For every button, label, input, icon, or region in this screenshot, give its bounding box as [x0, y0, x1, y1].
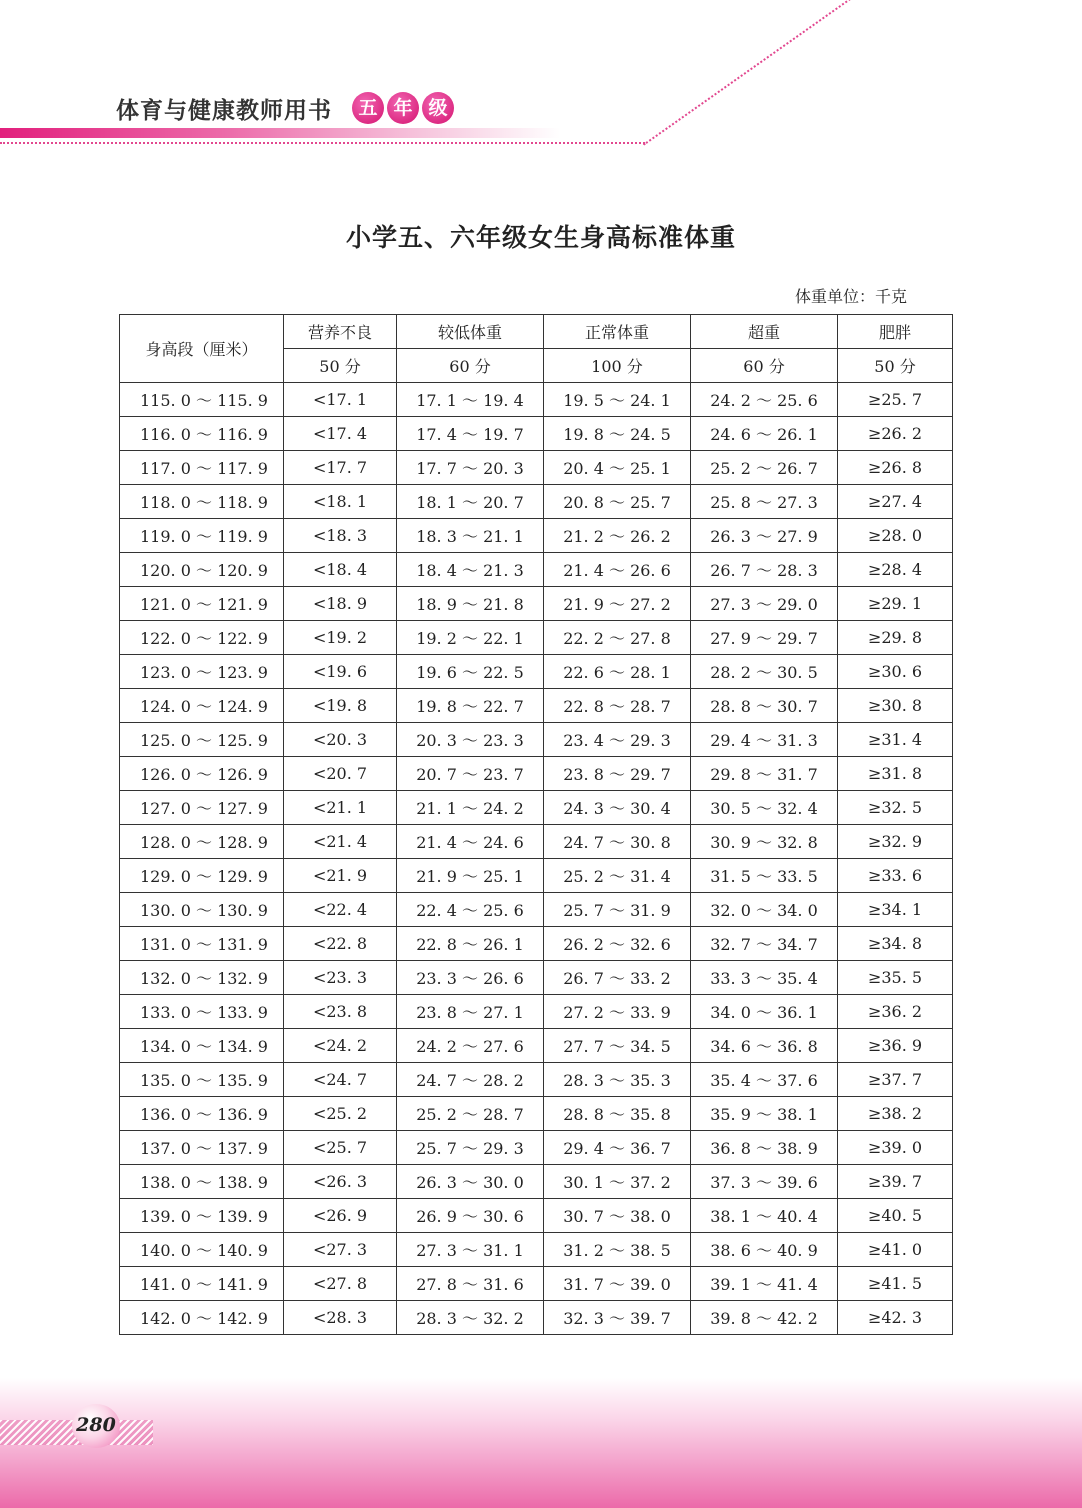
weight-cell: 23. 8 ～ 29. 7: [544, 757, 691, 791]
page-title: 小学五、六年级女生身高标准体重: [345, 223, 736, 252]
height-range-cell: 120. 0 ～ 120. 9: [120, 553, 284, 587]
weight-cell: 24. 3 ～ 30. 4: [544, 791, 691, 825]
weight-cell: ≥35. 5: [838, 961, 953, 995]
height-range-cell: 126. 0 ～ 126. 9: [120, 757, 284, 791]
weight-cell: 21. 9 ～ 25. 1: [397, 859, 544, 893]
weight-cell: 22. 6 ～ 28. 1: [544, 655, 691, 689]
weight-cell: 24. 2 ～ 25. 6: [691, 383, 838, 417]
weight-cell: ≥39. 0: [838, 1131, 953, 1165]
weight-cell: <22. 8: [284, 927, 397, 961]
weight-cell: <18. 3: [284, 519, 397, 553]
column-header-malnutrition: 营养不良: [284, 315, 397, 349]
weight-cell: 20. 4 ～ 25. 1: [544, 451, 691, 485]
header-dotted-line: [0, 142, 645, 144]
height-range-cell: 138. 0 ～ 138. 9: [120, 1165, 284, 1199]
height-range-cell: 121. 0 ～ 121. 9: [120, 587, 284, 621]
weight-cell: <26. 3: [284, 1165, 397, 1199]
weight-cell: 25. 2 ～ 26. 7: [691, 451, 838, 485]
weight-cell: 27. 3 ～ 31. 1: [397, 1233, 544, 1267]
table-row: [120, 995, 953, 1029]
weight-cell: ≥38. 2: [838, 1097, 953, 1131]
weight-cell: ≥40. 5: [838, 1199, 953, 1233]
weight-cell: 17. 7 ～ 20. 3: [397, 451, 544, 485]
weight-cell: ≥41. 0: [838, 1233, 953, 1267]
weight-cell: 19. 2 ～ 22. 1: [397, 621, 544, 655]
height-range-cell: 117. 0 ～ 117. 9: [120, 451, 284, 485]
weight-cell: ≥32. 9: [838, 825, 953, 859]
table-row: [120, 859, 953, 893]
weight-cell: <22. 4: [284, 893, 397, 927]
weight-cell: ≥26. 8: [838, 451, 953, 485]
weight-cell: 27. 3 ～ 29. 0: [691, 587, 838, 621]
weight-cell: 38. 1 ～ 40. 4: [691, 1199, 838, 1233]
weight-cell: 25. 8 ～ 27. 3: [691, 485, 838, 519]
score-malnutrition: 50 分: [284, 349, 397, 383]
weight-cell: 17. 4 ～ 19. 7: [397, 417, 544, 451]
table-row: [120, 519, 953, 553]
weight-cell: 30. 5 ～ 32. 4: [691, 791, 838, 825]
weight-cell: 29. 8 ～ 31. 7: [691, 757, 838, 791]
weight-cell: 22. 8 ～ 26. 1: [397, 927, 544, 961]
table-row: [120, 1301, 953, 1335]
height-range-cell: 119. 0 ～ 119. 9: [120, 519, 284, 553]
weight-cell: <26. 9: [284, 1199, 397, 1233]
weight-cell: 32. 3 ～ 39. 7: [544, 1301, 691, 1335]
height-range-cell: 128. 0 ～ 128. 9: [120, 825, 284, 859]
column-header-obese: 肥胖: [838, 315, 953, 349]
weight-cell: 31. 5 ～ 33. 5: [691, 859, 838, 893]
weight-cell: 23. 4 ～ 29. 3: [544, 723, 691, 757]
column-header-overweight: 超重: [691, 315, 838, 349]
weight-cell: <21. 9: [284, 859, 397, 893]
weight-unit-note: 体重单位：千克: [794, 287, 907, 306]
weight-cell: 20. 3 ～ 23. 3: [397, 723, 544, 757]
weight-cell: ≥29. 1: [838, 587, 953, 621]
weight-cell: 22. 8 ～ 28. 7: [544, 689, 691, 723]
weight-cell: ≥28. 0: [838, 519, 953, 553]
weight-cell: <19. 8: [284, 689, 397, 723]
weight-cell: 21. 1 ～ 24. 2: [397, 791, 544, 825]
height-range-cell: 131. 0 ～ 131. 9: [120, 927, 284, 961]
weight-cell: <21. 1: [284, 791, 397, 825]
table-row: [120, 485, 953, 519]
weight-cell: 19. 5 ～ 24. 1: [544, 383, 691, 417]
table-row: [120, 893, 953, 927]
height-range-cell: 116. 0 ～ 116. 9: [120, 417, 284, 451]
weight-cell: 19. 8 ～ 22. 7: [397, 689, 544, 723]
weight-cell: <21. 4: [284, 825, 397, 859]
weight-cell: ≥31. 8: [838, 757, 953, 791]
weight-cell: <23. 8: [284, 995, 397, 1029]
weight-cell: 28. 8 ～ 35. 8: [544, 1097, 691, 1131]
weight-cell: 27. 2 ～ 33. 9: [544, 995, 691, 1029]
weight-cell: 24. 6 ～ 26. 1: [691, 417, 838, 451]
weight-cell: <25. 7: [284, 1131, 397, 1165]
grade-badge-2: 年: [387, 92, 419, 124]
table-row: [120, 1233, 953, 1267]
score-low-weight: 60 分: [397, 349, 544, 383]
weight-cell: 17. 1 ～ 19. 4: [397, 383, 544, 417]
weight-cell: 18. 9 ～ 21. 8: [397, 587, 544, 621]
score-obese: 50 分: [838, 349, 953, 383]
weight-cell: 20. 8 ～ 25. 7: [544, 485, 691, 519]
weight-cell: ≥30. 8: [838, 689, 953, 723]
weight-cell: 22. 2 ～ 27. 8: [544, 621, 691, 655]
weight-cell: <18. 9: [284, 587, 397, 621]
weight-cell: <19. 6: [284, 655, 397, 689]
weight-cell: ≥28. 4: [838, 553, 953, 587]
weight-cell: ≥42. 3: [838, 1301, 953, 1335]
height-range-cell: 133. 0 ～ 133. 9: [120, 995, 284, 1029]
weight-cell: ≥33. 6: [838, 859, 953, 893]
weight-cell: <17. 4: [284, 417, 397, 451]
footer-gradient-band: [0, 1378, 1082, 1508]
height-range-cell: 130. 0 ～ 130. 9: [120, 893, 284, 927]
table-row: [120, 587, 953, 621]
weight-cell: 26. 7 ～ 28. 3: [691, 553, 838, 587]
weight-cell: ≥34. 1: [838, 893, 953, 927]
weight-cell: 38. 6 ～ 40. 9: [691, 1233, 838, 1267]
weight-cell: 35. 9 ～ 38. 1: [691, 1097, 838, 1131]
weight-cell: 18. 3 ～ 21. 1: [397, 519, 544, 553]
weight-cell: 34. 6 ～ 36. 8: [691, 1029, 838, 1063]
weight-cell: ≥36. 9: [838, 1029, 953, 1063]
weight-cell: 28. 8 ～ 30. 7: [691, 689, 838, 723]
column-header-low-weight: 较低体重: [397, 315, 544, 349]
book-title: 体育与健康教师用书: [116, 98, 332, 124]
weight-cell: <25. 2: [284, 1097, 397, 1131]
height-range-cell: 140. 0 ～ 140. 9: [120, 1233, 284, 1267]
table-row: [120, 1029, 953, 1063]
height-range-header: 身高段（厘米）: [120, 315, 284, 383]
weight-cell: 30. 9 ～ 32. 8: [691, 825, 838, 859]
height-range-cell: 142. 0 ～ 142. 9: [120, 1301, 284, 1335]
weight-cell: <24. 7: [284, 1063, 397, 1097]
weight-cell: <23. 3: [284, 961, 397, 995]
weight-cell: 28. 3 ～ 35. 3: [544, 1063, 691, 1097]
weight-cell: 34. 0 ～ 36. 1: [691, 995, 838, 1029]
table-row: [120, 1063, 953, 1097]
page-number: 280: [72, 1404, 120, 1448]
score-overweight: 60 分: [691, 349, 838, 383]
weight-cell: ≥39. 7: [838, 1165, 953, 1199]
weight-cell: 36. 8 ～ 38. 9: [691, 1131, 838, 1165]
weight-cell: 28. 2 ～ 30. 5: [691, 655, 838, 689]
height-range-cell: 141. 0 ～ 141. 9: [120, 1267, 284, 1301]
weight-cell: 25. 2 ～ 31. 4: [544, 859, 691, 893]
weight-cell: ≥30. 6: [838, 655, 953, 689]
weight-cell: 33. 3 ～ 35. 4: [691, 961, 838, 995]
weight-cell: 27. 7 ～ 34. 5: [544, 1029, 691, 1063]
weight-cell: <27. 3: [284, 1233, 397, 1267]
table-row: [120, 689, 953, 723]
weight-cell: 19. 8 ～ 24. 5: [544, 417, 691, 451]
height-range-cell: 127. 0 ～ 127. 9: [120, 791, 284, 825]
weight-cell: 26. 3 ～ 27. 9: [691, 519, 838, 553]
weight-cell: ≥29. 8: [838, 621, 953, 655]
weight-cell: 20. 7 ～ 23. 7: [397, 757, 544, 791]
header-diagonal-dotted-line: [643, 0, 857, 146]
weight-cell: <20. 7: [284, 757, 397, 791]
table-row: [120, 723, 953, 757]
column-header-normal-weight: 正常体重: [544, 315, 691, 349]
weight-cell: 31. 2 ～ 38. 5: [544, 1233, 691, 1267]
weight-cell: 18. 4 ～ 21. 3: [397, 553, 544, 587]
table-row: [120, 825, 953, 859]
weight-cell: <27. 8: [284, 1267, 397, 1301]
weight-cell: <17. 1: [284, 383, 397, 417]
weight-cell: 25. 7 ～ 31. 9: [544, 893, 691, 927]
table-row: [120, 757, 953, 791]
weight-cell: 19. 6 ～ 22. 5: [397, 655, 544, 689]
weight-cell: 37. 3 ～ 39. 6: [691, 1165, 838, 1199]
weight-cell: 26. 2 ～ 32. 6: [544, 927, 691, 961]
weight-cell: 21. 4 ～ 26. 6: [544, 553, 691, 587]
score-normal-weight: 100 分: [544, 349, 691, 383]
grade-badge-3: 级: [422, 92, 454, 124]
weight-cell: 18. 1 ～ 20. 7: [397, 485, 544, 519]
weight-cell: 26. 7 ～ 33. 2: [544, 961, 691, 995]
table-row: [120, 1199, 953, 1233]
weight-cell: 24. 7 ～ 28. 2: [397, 1063, 544, 1097]
weight-cell: 31. 7 ～ 39. 0: [544, 1267, 691, 1301]
table-row: [120, 791, 953, 825]
table-row: [120, 621, 953, 655]
weight-cell: 27. 8 ～ 31. 6: [397, 1267, 544, 1301]
weight-cell: <18. 4: [284, 553, 397, 587]
table-row: [120, 961, 953, 995]
weight-cell: ≥31. 4: [838, 723, 953, 757]
weight-cell: 25. 7 ～ 29. 3: [397, 1131, 544, 1165]
table-body: [120, 383, 953, 1335]
weight-cell: 25. 2 ～ 28. 7: [397, 1097, 544, 1131]
weight-cell: ≥34. 8: [838, 927, 953, 961]
weight-cell: <24. 2: [284, 1029, 397, 1063]
table-row: [120, 1267, 953, 1301]
table-row: [120, 1097, 953, 1131]
weight-cell: 30. 1 ～ 37. 2: [544, 1165, 691, 1199]
header-gradient-bar: [0, 128, 560, 138]
table-row: [120, 655, 953, 689]
weight-cell: 24. 2 ～ 27. 6: [397, 1029, 544, 1063]
weight-cell: 35. 4 ～ 37. 6: [691, 1063, 838, 1097]
height-range-cell: 132. 0 ～ 132. 9: [120, 961, 284, 995]
weight-cell: <17. 7: [284, 451, 397, 485]
weight-cell: <28. 3: [284, 1301, 397, 1335]
weight-cell: ≥26. 2: [838, 417, 953, 451]
height-range-cell: 115. 0 ～ 115. 9: [120, 383, 284, 417]
weight-cell: ≥37. 7: [838, 1063, 953, 1097]
weight-cell: ≥32. 5: [838, 791, 953, 825]
weight-cell: 26. 3 ～ 30. 0: [397, 1165, 544, 1199]
weight-cell: ≥41. 5: [838, 1267, 953, 1301]
weight-cell: 28. 3 ～ 32. 2: [397, 1301, 544, 1335]
height-range-cell: 123. 0 ～ 123. 9: [120, 655, 284, 689]
weight-cell: <18. 1: [284, 485, 397, 519]
height-range-cell: 118. 0 ～ 118. 9: [120, 485, 284, 519]
weight-cell: 32. 0 ～ 34. 0: [691, 893, 838, 927]
weight-cell: ≥25. 7: [838, 383, 953, 417]
table-row: [120, 1165, 953, 1199]
height-range-cell: 137. 0 ～ 137. 9: [120, 1131, 284, 1165]
weight-cell: ≥36. 2: [838, 995, 953, 1029]
height-range-cell: 125. 0 ～ 125. 9: [120, 723, 284, 757]
weight-cell: 39. 1 ～ 41. 4: [691, 1267, 838, 1301]
weight-cell: 21. 9 ～ 27. 2: [544, 587, 691, 621]
table-row: [120, 383, 953, 417]
weight-cell: 29. 4 ～ 36. 7: [544, 1131, 691, 1165]
weight-cell: 32. 7 ～ 34. 7: [691, 927, 838, 961]
height-range-cell: 122. 0 ～ 122. 9: [120, 621, 284, 655]
weight-cell: 22. 4 ～ 25. 6: [397, 893, 544, 927]
height-range-cell: 135. 0 ～ 135. 9: [120, 1063, 284, 1097]
weight-cell: 29. 4 ～ 31. 3: [691, 723, 838, 757]
table-row: [120, 417, 953, 451]
weight-cell: 30. 7 ～ 38. 0: [544, 1199, 691, 1233]
height-range-cell: 136. 0 ～ 136. 9: [120, 1097, 284, 1131]
grade-badge-1: 五: [352, 92, 384, 124]
weight-cell: 21. 4 ～ 24. 6: [397, 825, 544, 859]
weight-cell: <20. 3: [284, 723, 397, 757]
weight-cell: ≥27. 4: [838, 485, 953, 519]
height-range-cell: 134. 0 ～ 134. 9: [120, 1029, 284, 1063]
height-range-cell: 124. 0 ～ 124. 9: [120, 689, 284, 723]
standard-weight-table: [119, 314, 953, 1335]
weight-cell: 23. 3 ～ 26. 6: [397, 961, 544, 995]
table-row: [120, 927, 953, 961]
height-range-cell: 129. 0 ～ 129. 9: [120, 859, 284, 893]
height-range-cell: 139. 0 ～ 139. 9: [120, 1199, 284, 1233]
weight-cell: <19. 2: [284, 621, 397, 655]
table-row: [120, 553, 953, 587]
weight-cell: 39. 8 ～ 42. 2: [691, 1301, 838, 1335]
weight-cell: 26. 9 ～ 30. 6: [397, 1199, 544, 1233]
weight-cell: 27. 9 ～ 29. 7: [691, 621, 838, 655]
table-row: [120, 451, 953, 485]
weight-cell: 21. 2 ～ 26. 2: [544, 519, 691, 553]
weight-cell: 24. 7 ～ 30. 8: [544, 825, 691, 859]
weight-cell: 23. 8 ～ 27. 1: [397, 995, 544, 1029]
table-row: [120, 1131, 953, 1165]
